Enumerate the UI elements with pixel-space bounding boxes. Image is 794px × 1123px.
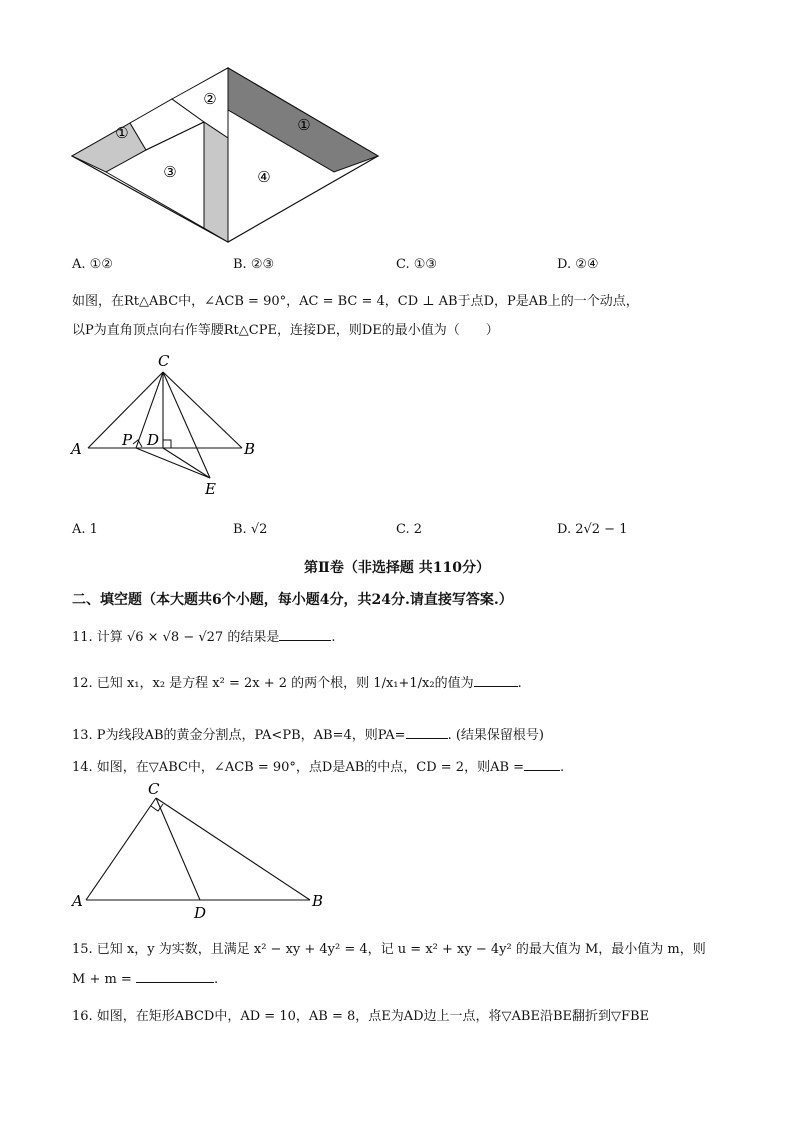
point-A: A	[72, 892, 83, 910]
q14-answer-blank[interactable]	[524, 758, 560, 771]
q10-option-a: A. 1	[72, 522, 98, 537]
q14-figure	[66, 778, 336, 924]
section-title: 第Ⅱ卷（非选择题 共110分）	[304, 560, 490, 576]
q13-text: 13. P为线段AB的黄金分割点，PA<PB，AB=4，则PA=	[72, 728, 406, 743]
q9-option-a: A. ①②	[72, 257, 113, 272]
region-label-4: ④	[257, 168, 271, 186]
point-B: B	[244, 440, 256, 458]
section-heading: 二、填空题（本大题共6个小题，每小题4分，共24分.请直接写答案.）	[72, 592, 513, 608]
q12-text-a: 12. 已知 x₁，x₂ 是方程 x² = 2x + 2 的两个根，则	[72, 676, 370, 691]
region-label-1-right: ①	[297, 116, 311, 134]
region-label-2: ②	[203, 90, 217, 108]
point-B: B	[312, 892, 324, 910]
q10-figure	[66, 350, 266, 496]
q12	[72, 672, 522, 691]
point-E: E	[205, 480, 216, 496]
q14-end: .	[560, 760, 565, 775]
q11-end: .	[331, 630, 336, 645]
q9-option-d: D. ②④	[557, 257, 599, 272]
q12-frac2: 1/x₂	[409, 676, 435, 691]
point-P: P	[122, 431, 133, 449]
q11	[72, 626, 335, 645]
q14-text: 14. 如图，在▽ABC中，∠ACB = 90°，点D是AB的中点，CD = 2，则AB =	[72, 760, 525, 775]
q15-line1: 15. 已知 x，y 为实数，且满足 x² − xy + 4y² = 4，记 u = x² + xy − 4y² 的最大值为 M，最小值为 m，则	[72, 942, 706, 957]
q9-figure	[70, 64, 382, 246]
region-label-3: ③	[163, 163, 177, 181]
q10-option-b: B. √2	[233, 522, 268, 537]
q10-line2: 以P为直角顶点向右作等腰Rt△CPE，连接DE，则DE的最小值为（ ）	[72, 323, 499, 338]
q9-option-b: B. ②③	[233, 257, 275, 272]
q15-line2a: M + m =	[72, 972, 132, 987]
q13-tail: . (结果保留根号)	[447, 728, 544, 743]
q14	[72, 756, 564, 775]
q12-end: .	[517, 676, 522, 691]
q11-text: 11. 计算 √6 × √8 − √27 的结果是	[72, 630, 280, 645]
point-C: C	[148, 780, 160, 798]
q15-end: .	[213, 972, 219, 987]
q16: 16. 如图，在矩形ABCD中，AD = 10，AB = 8，点E为AD边上一点，将▽ABE沿BE翻折到▽FBE	[72, 1009, 650, 1024]
q10-line1: 如图，在Rt△ABC中，∠ACB = 90°，AC = BC = 4，CD ⊥ AB于点D，P是AB上的一个动点，	[72, 294, 639, 309]
point-D: D	[194, 904, 207, 922]
q12-answer-blank[interactable]	[474, 674, 518, 687]
q13	[72, 724, 544, 743]
region-label-1-left: ①	[115, 124, 129, 142]
q15-line2	[72, 970, 218, 987]
vertical-gray-strip	[204, 122, 228, 242]
point-A: A	[71, 440, 82, 458]
q10-option-d: D. 2√2 − 1	[557, 522, 628, 537]
q13-answer-blank[interactable]	[406, 726, 448, 739]
q10-option-c: C. 2	[396, 522, 423, 537]
q11-answer-blank[interactable]	[279, 628, 331, 641]
q15-answer-blank[interactable]	[136, 970, 214, 983]
point-D: D	[147, 431, 160, 449]
q12-text-b: 的值为	[434, 676, 474, 691]
point-C: C	[158, 352, 170, 370]
q12-plus: +	[398, 676, 410, 691]
q9-option-c: C. ①③	[396, 257, 438, 272]
q12-frac1: 1/x₁	[373, 676, 399, 691]
